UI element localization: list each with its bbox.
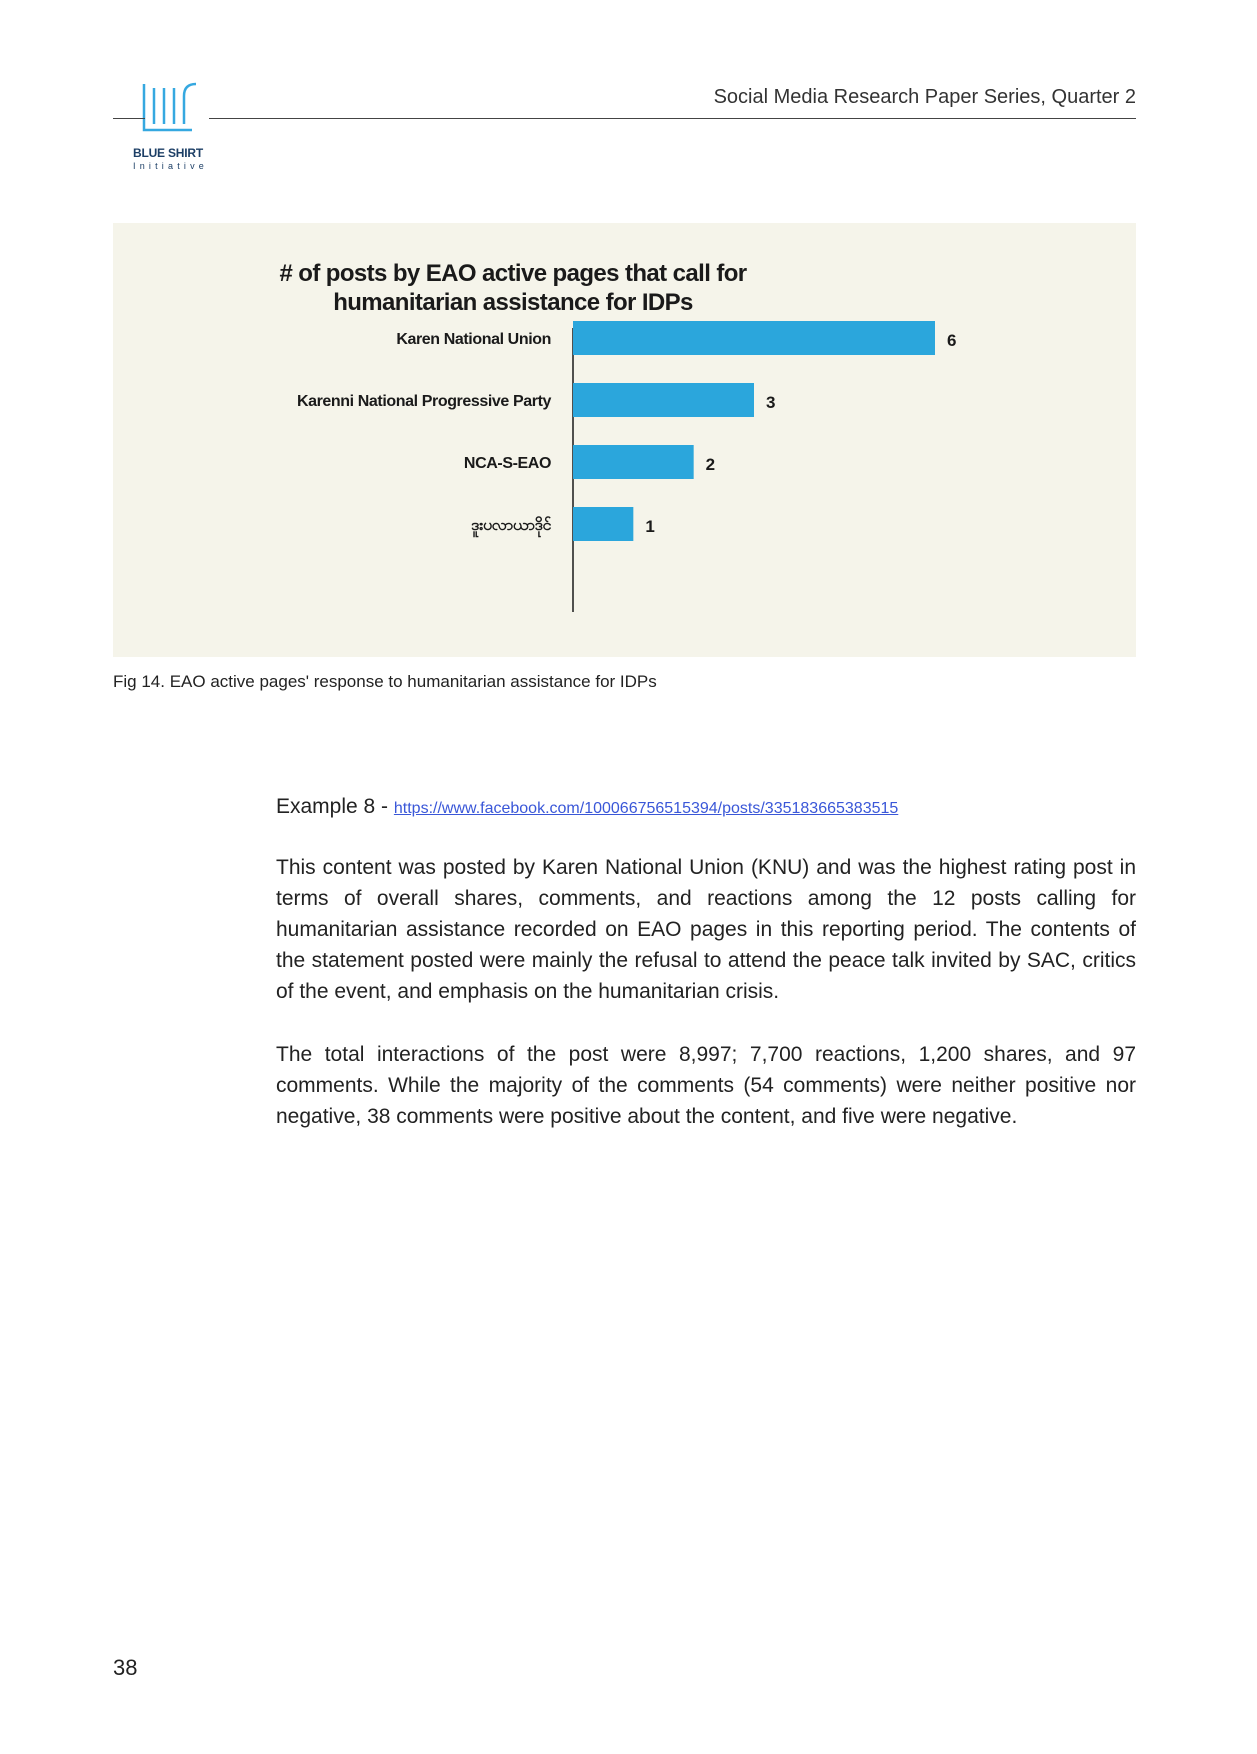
example-label: Example 8 - <box>276 795 394 818</box>
body-paragraph-2: The total interactions of the post were 8,997; 7,700 reactions, 1,200 shares, and 97 comments. While the majority of the comments (54 comments) were neither positive nor negative, 38 comments were positive about the content, and five were negative. <box>276 1043 1136 1128</box>
header-rule-left <box>113 118 145 119</box>
chart-data-label: 6 <box>947 331 957 350</box>
chart-title <box>113 259 913 317</box>
blue-shirt-logo <box>128 80 228 175</box>
chart-category-label: Karenni National Progressive Party <box>296 393 551 410</box>
chart-bar <box>573 321 935 355</box>
chart-category-label: NCA-S-EAO <box>463 455 551 472</box>
page-number: 38 <box>113 1655 138 1680</box>
chart-data-label: 2 <box>705 455 716 474</box>
example-line <box>276 795 898 819</box>
example-link[interactable]: https://www.facebook.com/100066756515394/posts/335183665383515 <box>393 800 899 817</box>
logo-subtitle: Initiative <box>133 161 209 171</box>
logo-mark-icon <box>140 80 202 146</box>
header-rule <box>209 118 1136 119</box>
chart-title-line-2: humanitarian assistance for IDPs <box>333 289 693 316</box>
logo-name: BLUE SHIRT <box>133 146 204 160</box>
chart-category-label: Karen National Union <box>396 331 551 348</box>
chart-panel <box>113 223 1136 657</box>
chart-bar <box>573 383 754 417</box>
chart-bar <box>573 445 694 479</box>
series-title: Social Media Research Paper Series, Quarter 2 <box>713 86 1136 108</box>
chart-data-label: 1 <box>645 517 655 536</box>
body-paragraph-1: This content was posted by Karen National Union (KNU) and was the highest rating post in terms of overall shares, comments, and reactions among the 12 posts calling for humanitarian assistance recorded on EAO pages in this reporting period. The contents of the statement posted were mainly the refusal to attend the peace talk invited by SAC, critics of the event, and emphasis on the humanitarian crisis. <box>276 856 1136 1003</box>
chart-title-line-1: # of posts by EAO active pages that call for <box>279 260 747 287</box>
chart-bar <box>573 507 633 541</box>
figure-caption: Fig 14. EAO active pages' response to humanitarian assistance for IDPs <box>113 672 657 691</box>
chart-category-label: ဒူးပလာယာဒိုင် <box>470 517 551 534</box>
chart-data-label: 3 <box>766 393 776 412</box>
